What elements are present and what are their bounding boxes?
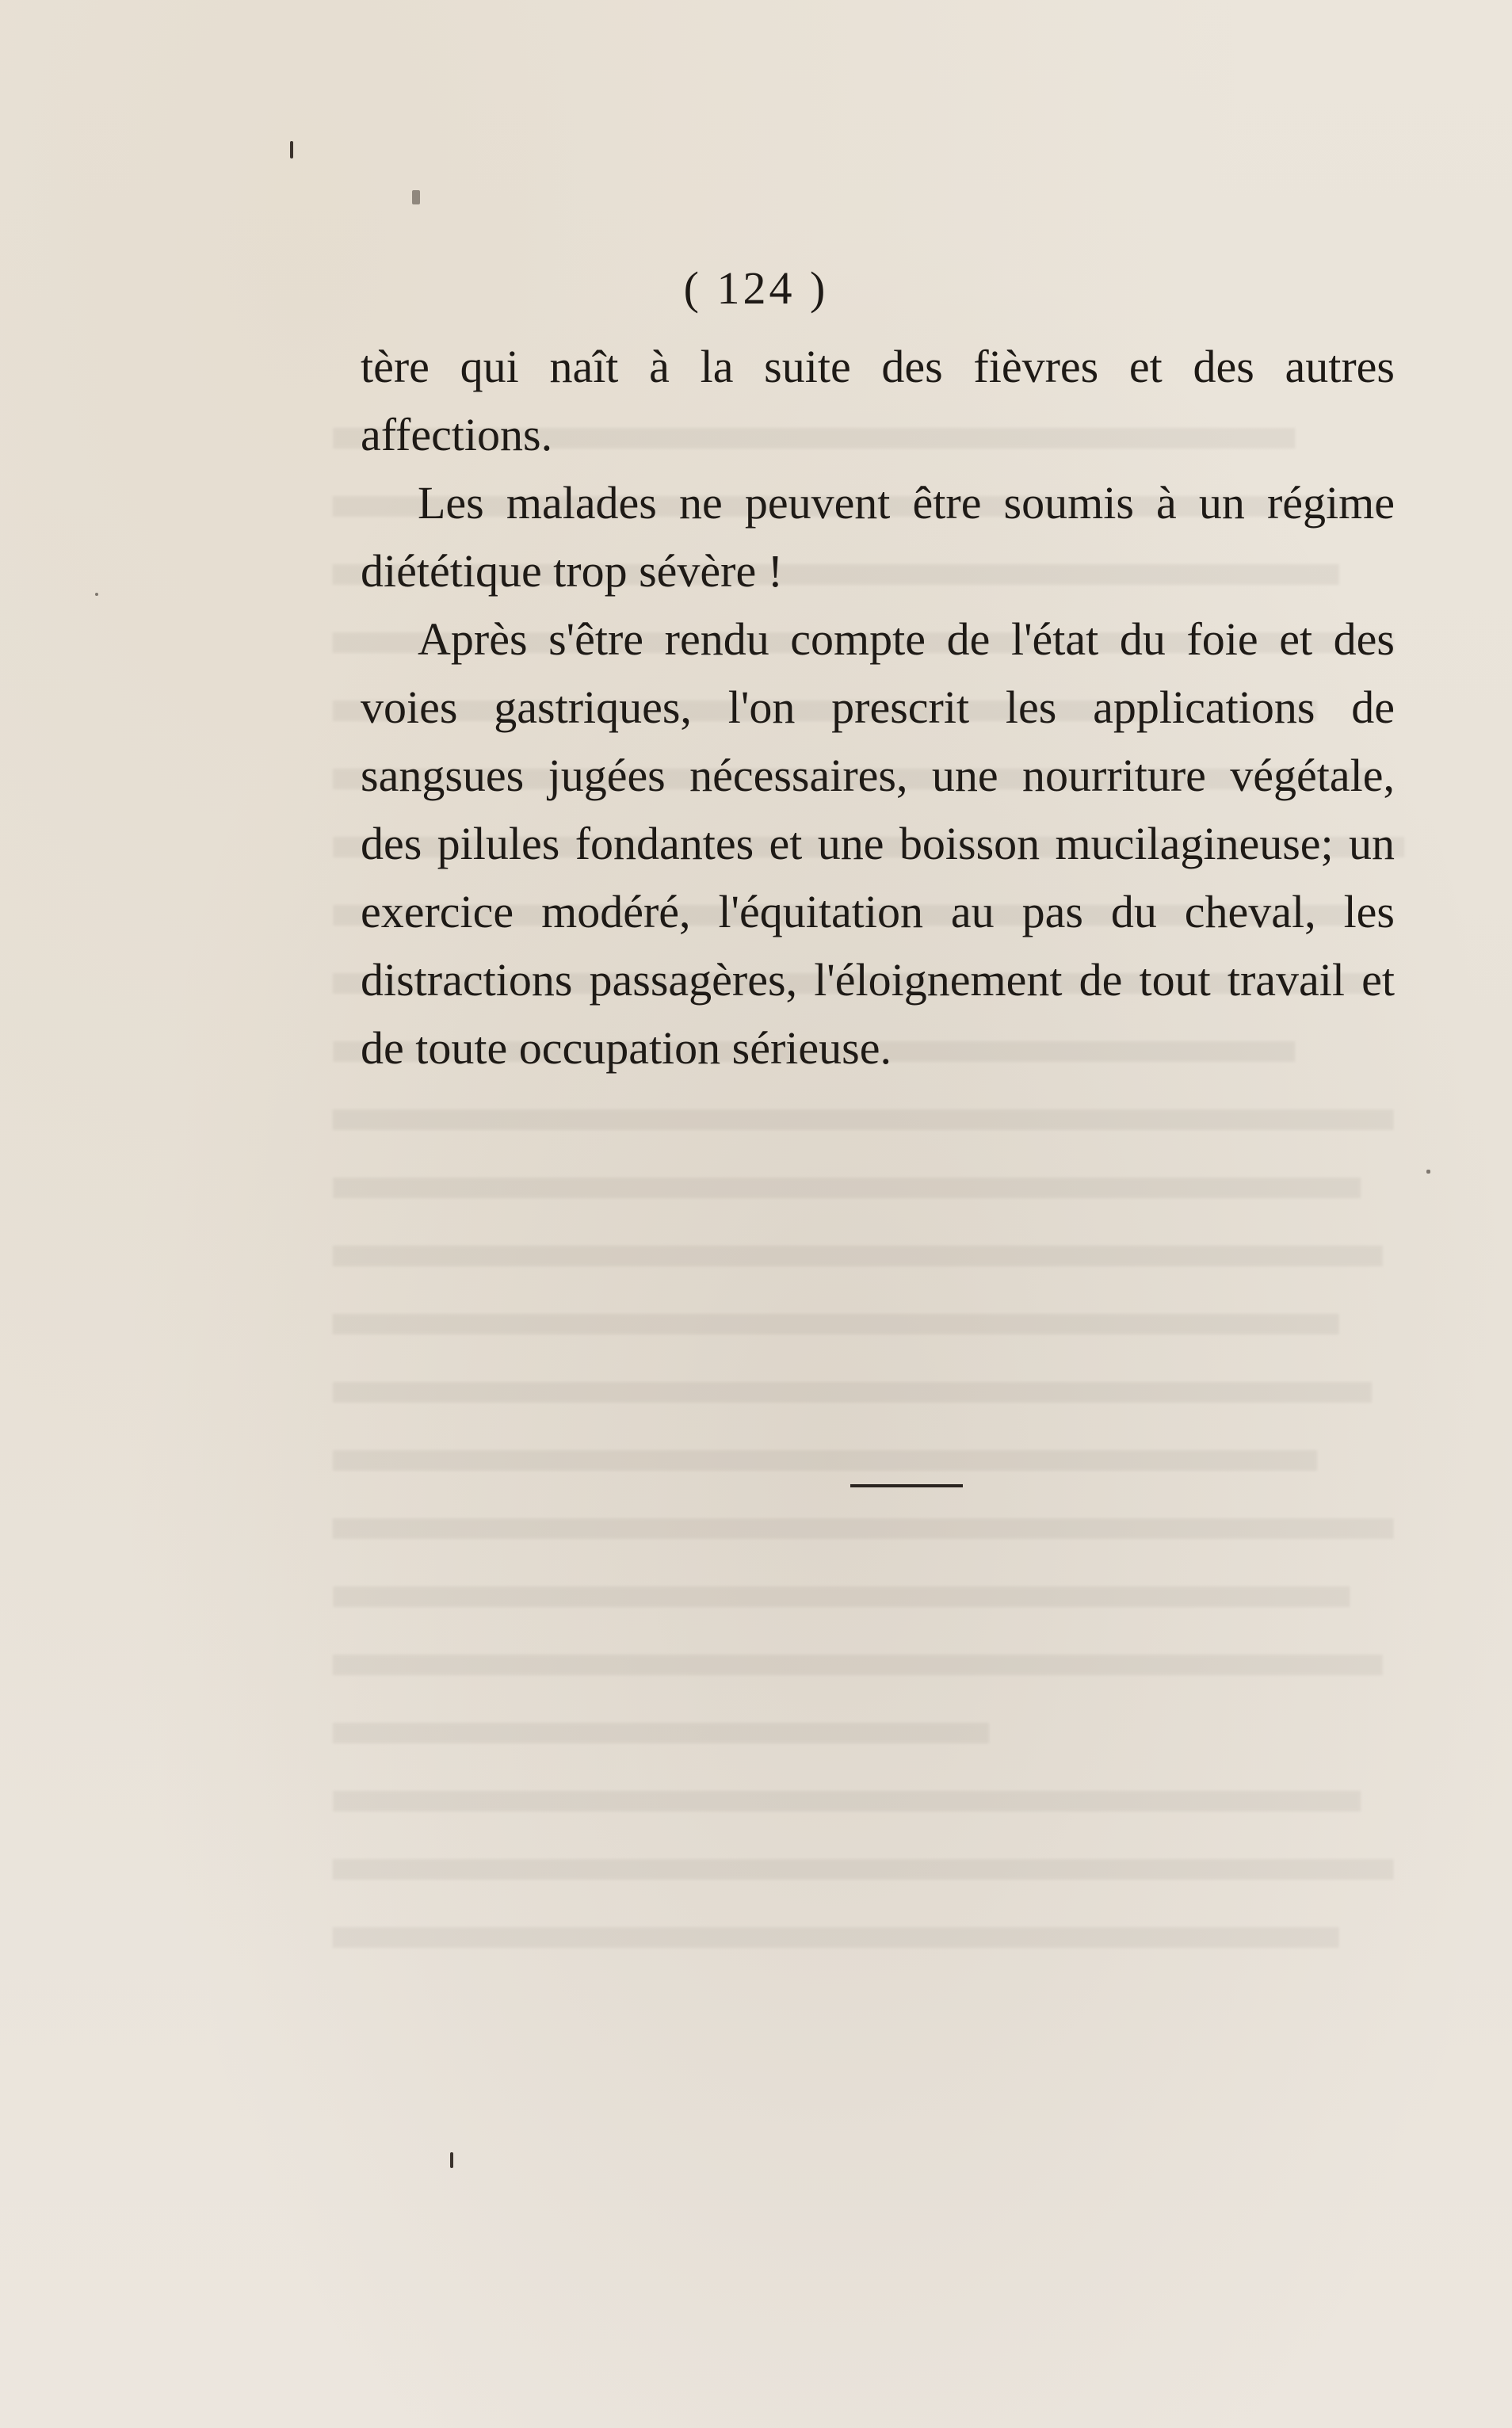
section-divider-rule <box>850 1484 963 1487</box>
page-number-header: ( 124 ) <box>683 262 829 314</box>
paragraph-diet: Les malades ne peuvent être soumis à un régime diététique trop sévère ! <box>361 477 1395 597</box>
paper-speck <box>95 593 98 596</box>
paper-speck <box>412 190 420 204</box>
body-text <box>361 333 1395 1082</box>
paragraph-continuation: tère qui naît à la suite des fièvres et des autres affections. <box>361 341 1395 460</box>
paper-speck <box>1426 1170 1430 1174</box>
paper-speck <box>450 2152 453 2168</box>
paragraph-treatment: Après s'être rendu compte de l'état du foie et des voies gastriques, l'on prescrit les applications de sangsues jugées nécessaires, une nourriture végétale, des pilules fondantes et une boisson mucilagineuse; un exercice modéré, l'équitation au pas du cheval, les distractions passagères, l'éloignement de tout travail et de toute occupation sérieuse. <box>361 613 1395 1074</box>
paper-speck <box>290 141 293 158</box>
